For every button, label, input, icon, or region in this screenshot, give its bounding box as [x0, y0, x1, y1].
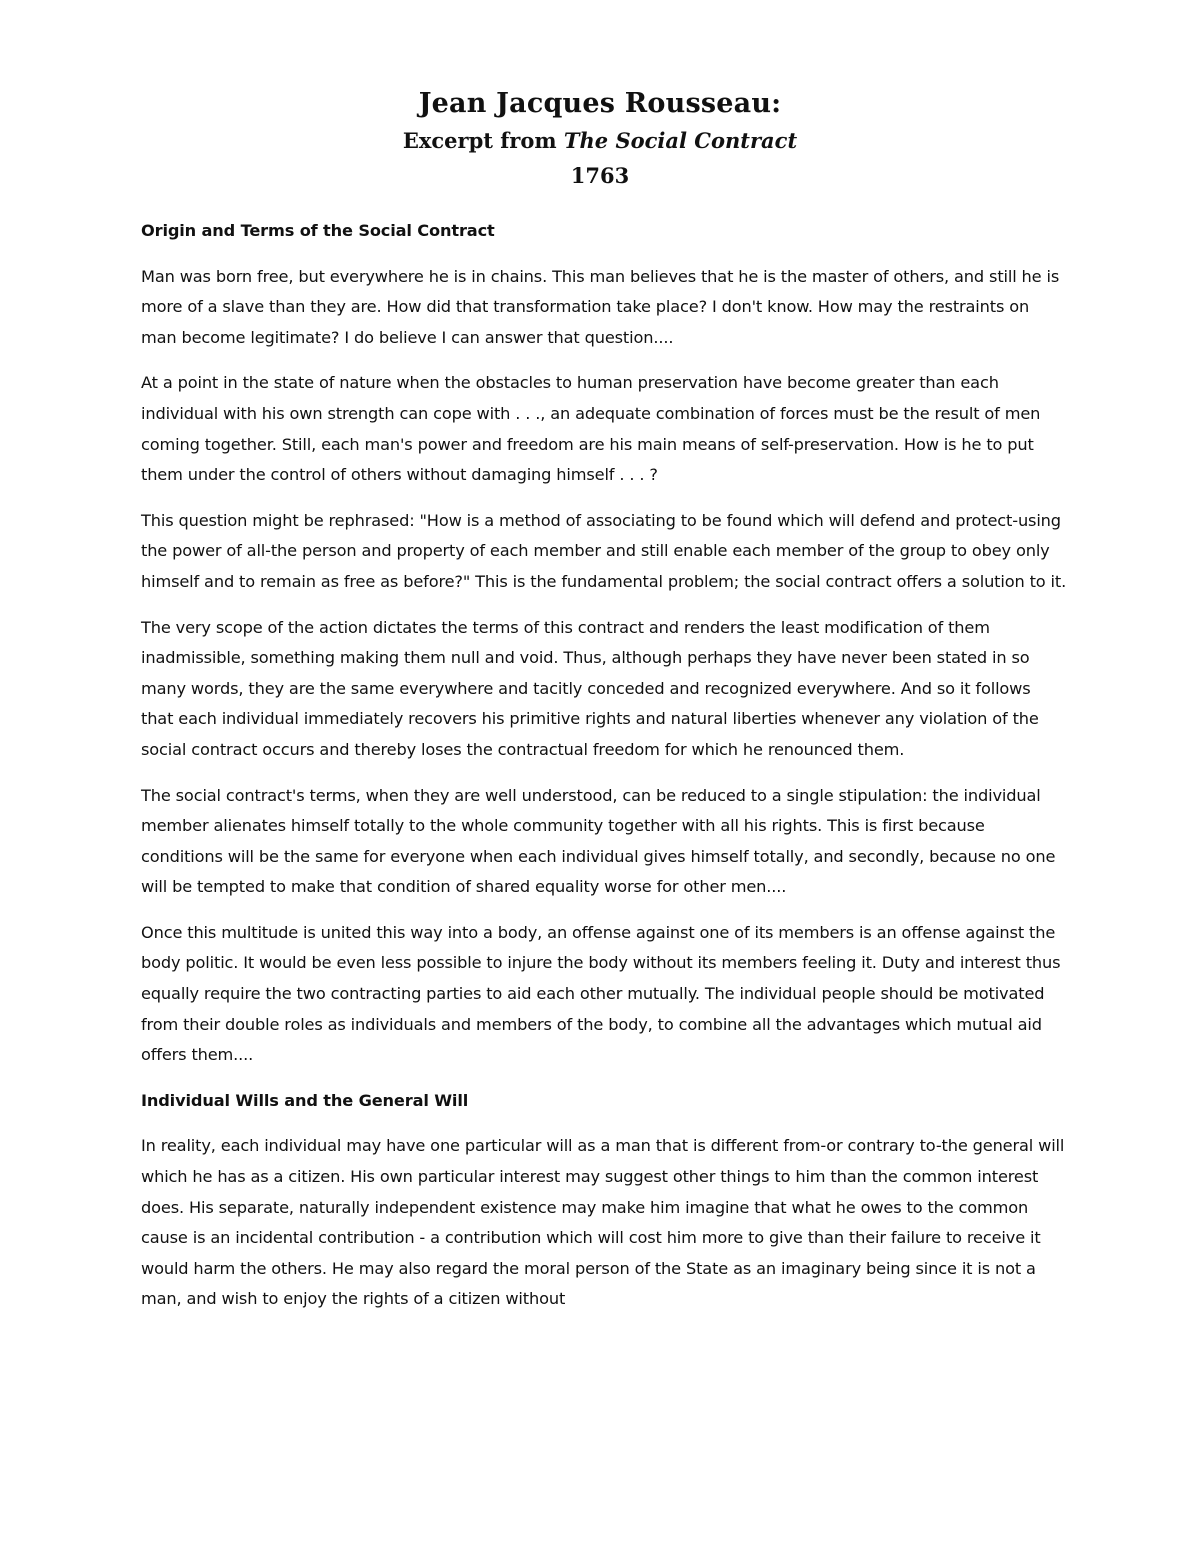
paragraph: Once this multitude is united this way into a body, an offense against one of its members is an offense against the body politic. It would be even less possible to injure the body without its members feeling it. Duty and interest thus equally require the two contracting parties to aid each other mutually. The individual people should be motivated from their double roles as individuals and members of the body, to combine all the advantages which mutual aid offers them....: [141, 922, 1061, 1065]
document-subtitle: [0, 124, 1200, 158]
document-year: 1763: [570, 163, 630, 188]
section-heading-general-will: Individual Wills and the General Will: [141, 1090, 469, 1110]
paragraph: In reality, each individual may have one particular will as a man that is different from-or contrary to-the general will which he has as a citizen. His own particular interest may suggest other things to him than the common interest does. His separate, naturally independent existence may make him imagine that what he owes to the common cause is an incidental contribution - a contribution which will cost him more to give than their failure to receive it would harm the others. He may also regard the moral person of the State as an imaginary being since it is not a man, and wish to enjoy the rights of a citizen without: [141, 1136, 1065, 1309]
paragraph: This question might be rephrased: "How is a method of associating to be found which will defend and protect-using the power of all-the person and property of each member and still enable each member of the group to obey only himself and to remain as free as before?" This is the fundamental problem; the social contract offers a solution to it.: [141, 510, 1067, 591]
work-title: The Social Contract: [563, 128, 798, 153]
subtitle-prefix: Excerpt from: [402, 128, 564, 153]
document-title: Jean Jacques Rousseau:: [418, 88, 782, 119]
document-body: [141, 216, 1067, 1330]
title-block: [0, 84, 1200, 194]
paragraph: Man was born free, but everywhere he is in chains. This man believes that he is the master of others, and still he is more of a slave than they are. How did that transformation take place? I don't know. How may the restraints on man become legitimate? I do believe I can answer that question....: [141, 266, 1060, 347]
paragraph: The very scope of the action dictates the terms of this contract and renders the least modification of them inadmissible, something making them null and void. Thus, although perhaps they have never been stated in so many words, they are the same everywhere and tacitly conceded and recognized everywhere. And so it follows that each individual immediately recovers his primitive rights and natural liberties whenever any violation of the social contract occurs and thereby loses the contractual freedom for which he renounced them.: [141, 617, 1039, 759]
paragraph: At a point in the state of nature when the obstacles to human preservation have become greater than each individual with his own strength can cope with . . ., an adequate combination of forces must be the result of men coming together. Still, each man's power and freedom are his main means of self-preservation. How is he to put them under the control of others without damaging himself . . . ?: [141, 373, 1041, 485]
section-heading-origin: Origin and Terms of the Social Contract: [141, 221, 495, 240]
paragraph: The social contract's terms, when they are well understood, can be reduced to a single stipulation: the individual member alienates himself totally to the whole community together with all his rights. This is first because conditions will be the same for everyone when each individual gives himself totally, and secondly, because no one will be tempted to make that condition of shared equality worse for other men....: [141, 785, 1056, 897]
